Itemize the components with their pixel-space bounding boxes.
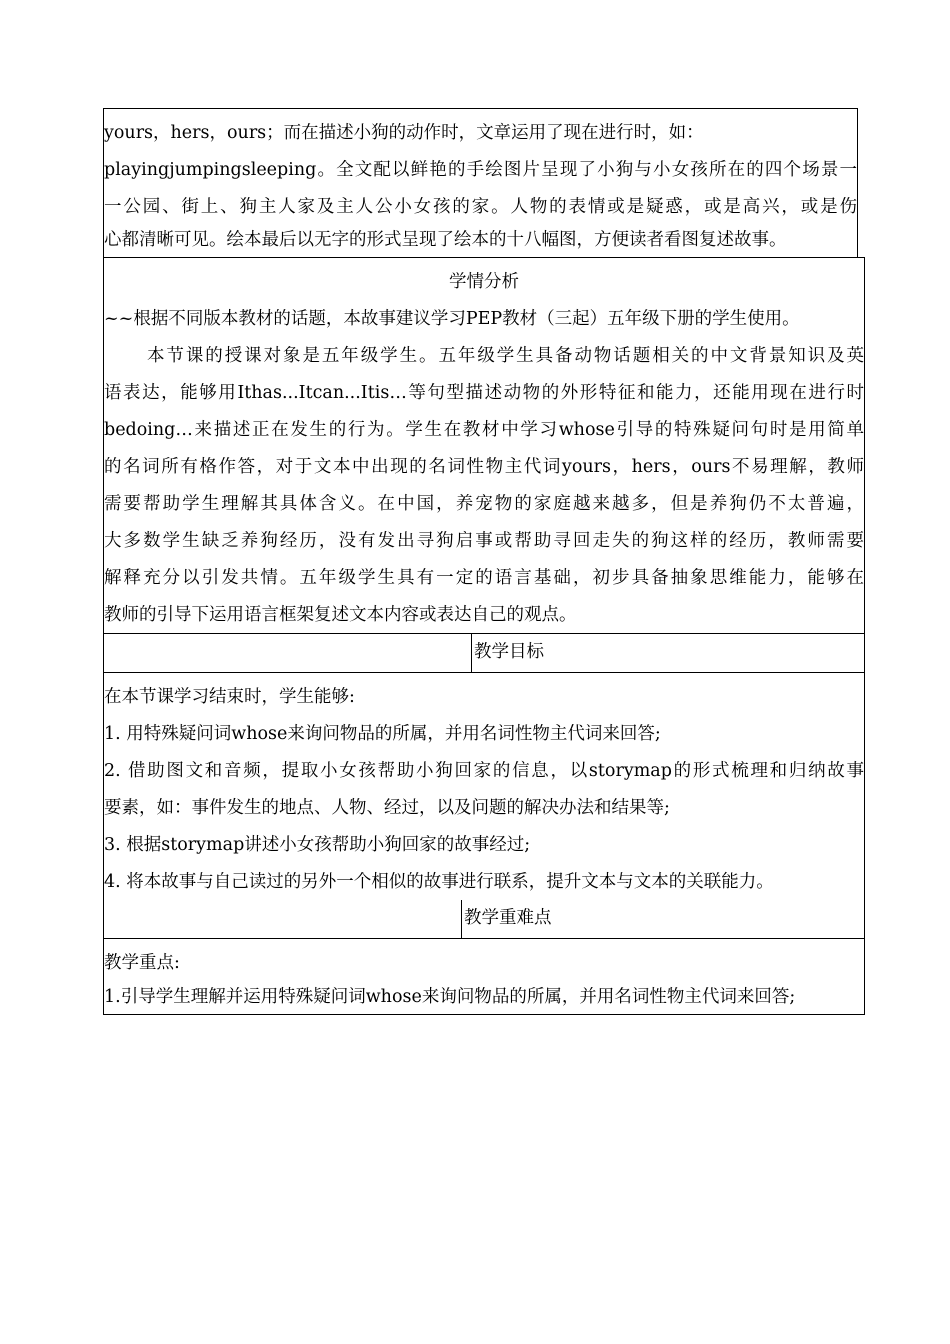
key-points-box [103, 938, 865, 1015]
student-analysis-line: 本节课的授课对象是五年级学生。五年级学生具备动物话题相关的中文背景知识及英 [147, 346, 864, 366]
student-analysis-line: 教师的引导下运用语言框架复述文本内容或表达自己的观点。 [104, 605, 577, 625]
student-analysis-line: 解释充分以引发共情。五年级学生具有一定的语言基础，初步具备抽象思维能力，能够在 [104, 568, 864, 588]
student-analysis-line: 语表达，能够用Ithas...Itcan...Itis…等句型描述动物的外形特征和能力，还能用现在进行时 [104, 383, 864, 403]
objectives-heading: 教学目标 [471, 634, 864, 672]
key-points-line: 1.引导学生理解并运用特殊疑问词whose来询问物品的所属，并用名词性物主代词来回答; [104, 987, 796, 1007]
intro-line: 心都清晰可见。绘本最后以无字的形式呈现了绘本的十八幅图，方便读者看图复述故事。 [104, 230, 787, 250]
key-points-heading-row [103, 900, 865, 939]
student-analysis-line: 大多数学生缺乏养狗经历，没有发出寻狗启事或帮助寻回走失的狗这样的经历，教师需要 [104, 531, 864, 551]
objectives-box [103, 672, 865, 901]
student-analysis-line: ~~根据不同版本教材的话题，本故事建议学习PEP教材（三起）五年级下册的学生使用。 [104, 309, 800, 329]
student-analysis-line: bedoing…来描述正在发生的行为。学生在教材中学习whose引导的特殊疑问句时是用简单 [104, 420, 864, 440]
objectives-line: 1. 用特殊疑问词whose来询问物品的所属，并用名词性物主代词来回答; [104, 724, 661, 744]
intro-line: 一公园、街上、狗主人家及主人公小女孩的家。人物的表情或是疑惑，或是高兴，或是伤 [104, 197, 857, 217]
objectives-line: 4. 将本故事与自己读过的另外一个相似的故事进行联系，提升文本与文本的关联能力。 [104, 872, 774, 892]
key-points-line: 教学重点: [104, 953, 180, 973]
student-analysis-line: 的名词所有格作答，对于文本中出现的名词性物主代词yours，hers，ours不易理解，教师 [104, 457, 864, 477]
intro-line: playingjumpingsleeping。全文配以鲜艳的手绘图片呈现了小狗与小女孩所在的四个场景一 [104, 160, 857, 180]
objectives-line: 2. 借助图文和音频，提取小女孩帮助小狗回家的信息，以storymap的形式梳理和归纳故事 [104, 761, 864, 781]
intro-line: yours，hers，ours；而在描述小狗的动作时，文章运用了现在进行时，如： [104, 123, 704, 143]
student-analysis-line: 需要帮助学生理解其具体含义。在中国，养宠物的家庭越来越多，但是养狗仍不太普遍， [104, 494, 864, 514]
key-points-heading: 教学重难点 [461, 900, 864, 938]
student-analysis-box [103, 257, 865, 634]
student-analysis-heading: 学情分析 [449, 272, 519, 292]
objectives-heading-row [103, 634, 865, 673]
objectives-line: 在本节课学习结束时，学生能够: [104, 687, 355, 707]
objectives-line: 3. 根据storymap讲述小女孩帮助小狗回家的故事经过; [104, 835, 531, 855]
text-intro-box [103, 108, 858, 258]
objectives-line: 要素，如：事件发生的地点、人物、经过，以及问题的解决办法和结果等; [104, 798, 670, 818]
